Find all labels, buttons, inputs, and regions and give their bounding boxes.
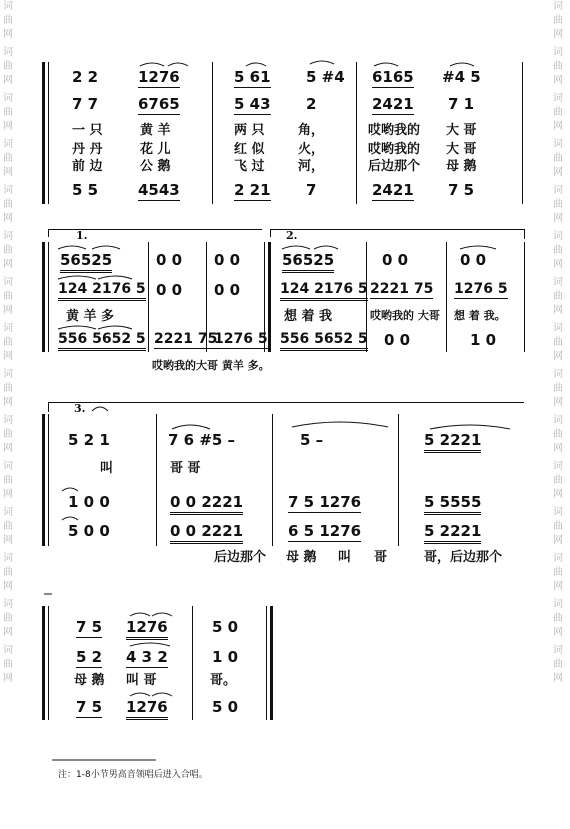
note-group: 2221 75	[154, 331, 218, 347]
lyric: 飞 过	[234, 159, 265, 174]
lyric: 黄 羊	[140, 123, 171, 138]
lyric: 叫	[338, 550, 352, 565]
lyric: 丹 丹	[72, 142, 103, 157]
note-group: 6765	[138, 95, 180, 113]
note-group: 5 61	[234, 68, 271, 86]
note-group: 1276 5	[214, 331, 268, 347]
note-group: 1276 5	[454, 281, 508, 297]
note-group: #4 5	[442, 68, 481, 86]
lyric: 叫	[100, 461, 114, 476]
lyric: 哎哟我的	[368, 123, 421, 138]
lyric: 哥	[374, 550, 388, 565]
note-group: 4543	[138, 181, 180, 199]
note-group: 7 7	[72, 95, 99, 113]
lyric: 后边那个	[368, 159, 421, 174]
note-group: 2221 75	[370, 281, 434, 297]
lyric: 公 鹅	[140, 159, 171, 174]
note-group: 0 0	[214, 281, 241, 299]
note-group: 124 2176 5	[280, 281, 368, 301]
note-group: 0 0	[382, 251, 409, 269]
watermark-left: 词曲网 词曲网 词曲网 词曲网 词曲网 词曲网 词曲网 词曲网 词曲网 词曲网 词曲网 词曲网 词曲网 词曲网 词曲网	[3, 1, 13, 684]
note-group: 1276	[126, 618, 168, 640]
note-group: 4 3 2	[126, 648, 168, 666]
note-group: 7 5	[448, 181, 475, 199]
note-group: 0 0	[156, 281, 183, 299]
note-group: 5 2221	[424, 431, 481, 453]
note-group: 5 0	[212, 698, 239, 716]
lyric: 哥。	[210, 673, 237, 688]
note-group: 1 0	[470, 331, 497, 349]
note-group: 5 5	[72, 181, 99, 199]
note-group: 0 0 2221	[170, 522, 243, 544]
note-group: 56525	[60, 251, 112, 273]
lyric: 一 只	[72, 123, 103, 138]
lyric: 想 着 我。	[454, 309, 506, 322]
note-group: 5 0	[212, 618, 239, 636]
lyric: 后边那个	[214, 550, 267, 565]
note-group: 0 0	[214, 251, 241, 269]
lyric: 想 着 我	[284, 309, 333, 324]
note-group: 124 2176 5	[58, 281, 146, 301]
volta-label: 1.	[76, 229, 88, 242]
note-group: 0 0	[156, 251, 183, 269]
note-group: 7 6 #5 –	[168, 431, 236, 449]
lyric: 火，	[298, 142, 325, 157]
note-group: 7 5	[76, 618, 103, 636]
note-group: 5 2	[76, 648, 103, 666]
note-group: 556 5652 5	[58, 331, 146, 351]
note-group: 1 0 0	[68, 493, 110, 511]
lyric: 哥 哥	[170, 461, 201, 476]
lyric: 黄 羊 多	[66, 309, 115, 324]
note-group: 0 0	[460, 251, 487, 269]
lyric: 哎哟我的大哥 黄羊 多。	[152, 359, 270, 372]
note-group: 556 5652 5	[280, 331, 368, 351]
lyric: 母 鹅	[286, 550, 317, 565]
lyric: 花 儿	[140, 142, 171, 157]
note-group: 56525	[282, 251, 334, 273]
watermark-right: 词曲网 词曲网 词曲网 词曲网 词曲网 词曲网 词曲网 词曲网 词曲网 词曲网 词曲网 词曲网 词曲网 词曲网 词曲网	[553, 1, 563, 684]
note-group: 1276	[126, 698, 168, 720]
volta-label: 2.	[286, 229, 298, 242]
note-group: 1 0	[212, 648, 239, 666]
note-group: 7 5 1276	[288, 493, 362, 511]
note-group: 6165	[372, 68, 414, 86]
note-group: 5 2221	[424, 522, 481, 544]
lyric: 母 鹅	[446, 159, 477, 174]
lyric: 叫 哥	[126, 673, 157, 688]
note-group: 2421	[372, 95, 414, 113]
note-group: 2 2	[72, 68, 99, 86]
lyric: 大 哥	[446, 142, 477, 157]
lyric: 哎哟我的 大哥	[370, 309, 440, 322]
lyric: 前 边	[72, 159, 103, 174]
lyric: 哥，后边那个	[424, 550, 503, 565]
note-group: 0 0 2221	[170, 493, 243, 515]
note-group: 5 2 1	[68, 431, 110, 449]
note-group: 0 0	[384, 331, 411, 349]
lyric: 两 只	[234, 123, 265, 138]
lyric: 角，	[298, 123, 325, 138]
note-group: 7 1	[448, 95, 475, 113]
footnote: 注：1-8小节男高音领唱后进入合唱。	[58, 770, 208, 780]
lyric: 红 似	[234, 142, 265, 157]
lyric: 河，	[298, 159, 325, 174]
note-group: 5 –	[300, 431, 324, 449]
lyric: 哎哟我的	[368, 142, 421, 157]
note-group: 7	[306, 181, 317, 199]
note-group: 5 0 0	[68, 522, 110, 540]
note-group: 5 5555	[424, 493, 481, 515]
lyric: 母 鹅	[74, 673, 105, 688]
volta-label: 3.	[74, 402, 86, 415]
lyric: 大 哥	[446, 123, 477, 138]
note-group: 6 5 1276	[288, 522, 362, 540]
note-group: 1276	[138, 68, 180, 86]
note-group: 2	[306, 95, 317, 113]
note-group: 5 43	[234, 95, 271, 113]
note-group: 5 #4	[306, 68, 345, 86]
note-group: 2421	[372, 181, 414, 199]
note-group: 2 21	[234, 181, 271, 199]
note-group: 7 5	[76, 698, 103, 716]
